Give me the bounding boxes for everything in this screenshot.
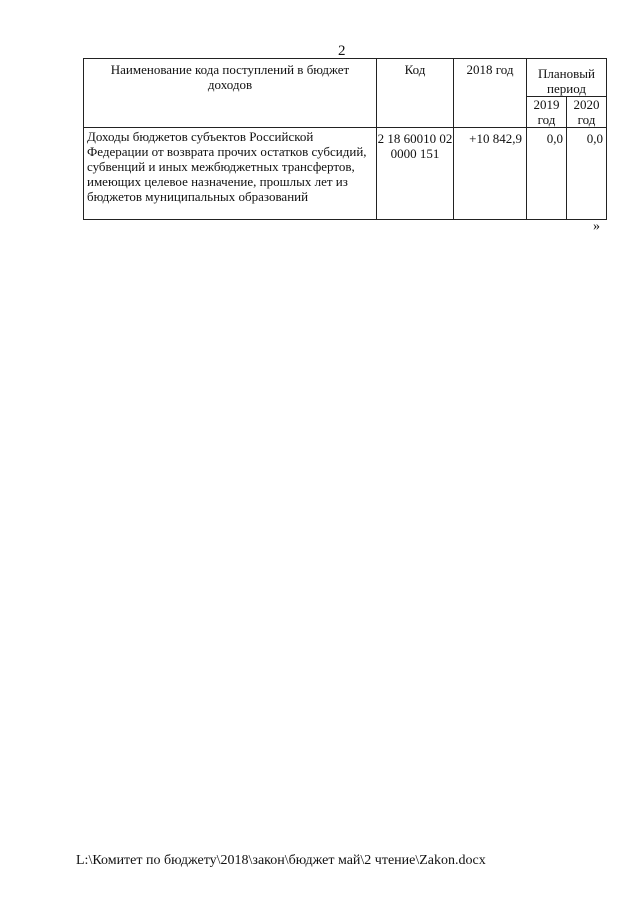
row-revenue-name: Доходы бюджетов субъектов Российской Федерации от возврата прочих остатков субсидий, субвенций и иных межбюджетных трансфертов, имеющих целевое назначение, прошлых лет из бюджетов муниципальных образований [84,128,377,220]
budget-revenue-table [83,58,607,220]
row-value-2020: 0,0 [567,128,607,220]
header-year-2019: 2019 год [527,97,567,128]
footer-file-path: L:\Комитет по бюджету\2018\закон\бюджет май\2 чтение\Zakon.docx [76,853,486,868]
row-value-2018: +10 842,9 [454,128,527,220]
closing-quote: » [593,219,600,234]
header-year-2020: 2020 год [567,97,607,128]
header-code: Код [377,59,454,128]
header-revenue-name: Наименование кода поступлений в бюджет доходов [84,59,377,128]
row-value-2019: 0,0 [527,128,567,220]
page-number: 2 [338,43,346,59]
header-planning-period: Плановый период [527,59,607,97]
table-header-row [84,59,607,97]
table-row [84,128,607,220]
row-code: 2 18 60010 02 0000 151 [377,128,454,220]
header-year-2018: 2018 год [454,59,527,128]
